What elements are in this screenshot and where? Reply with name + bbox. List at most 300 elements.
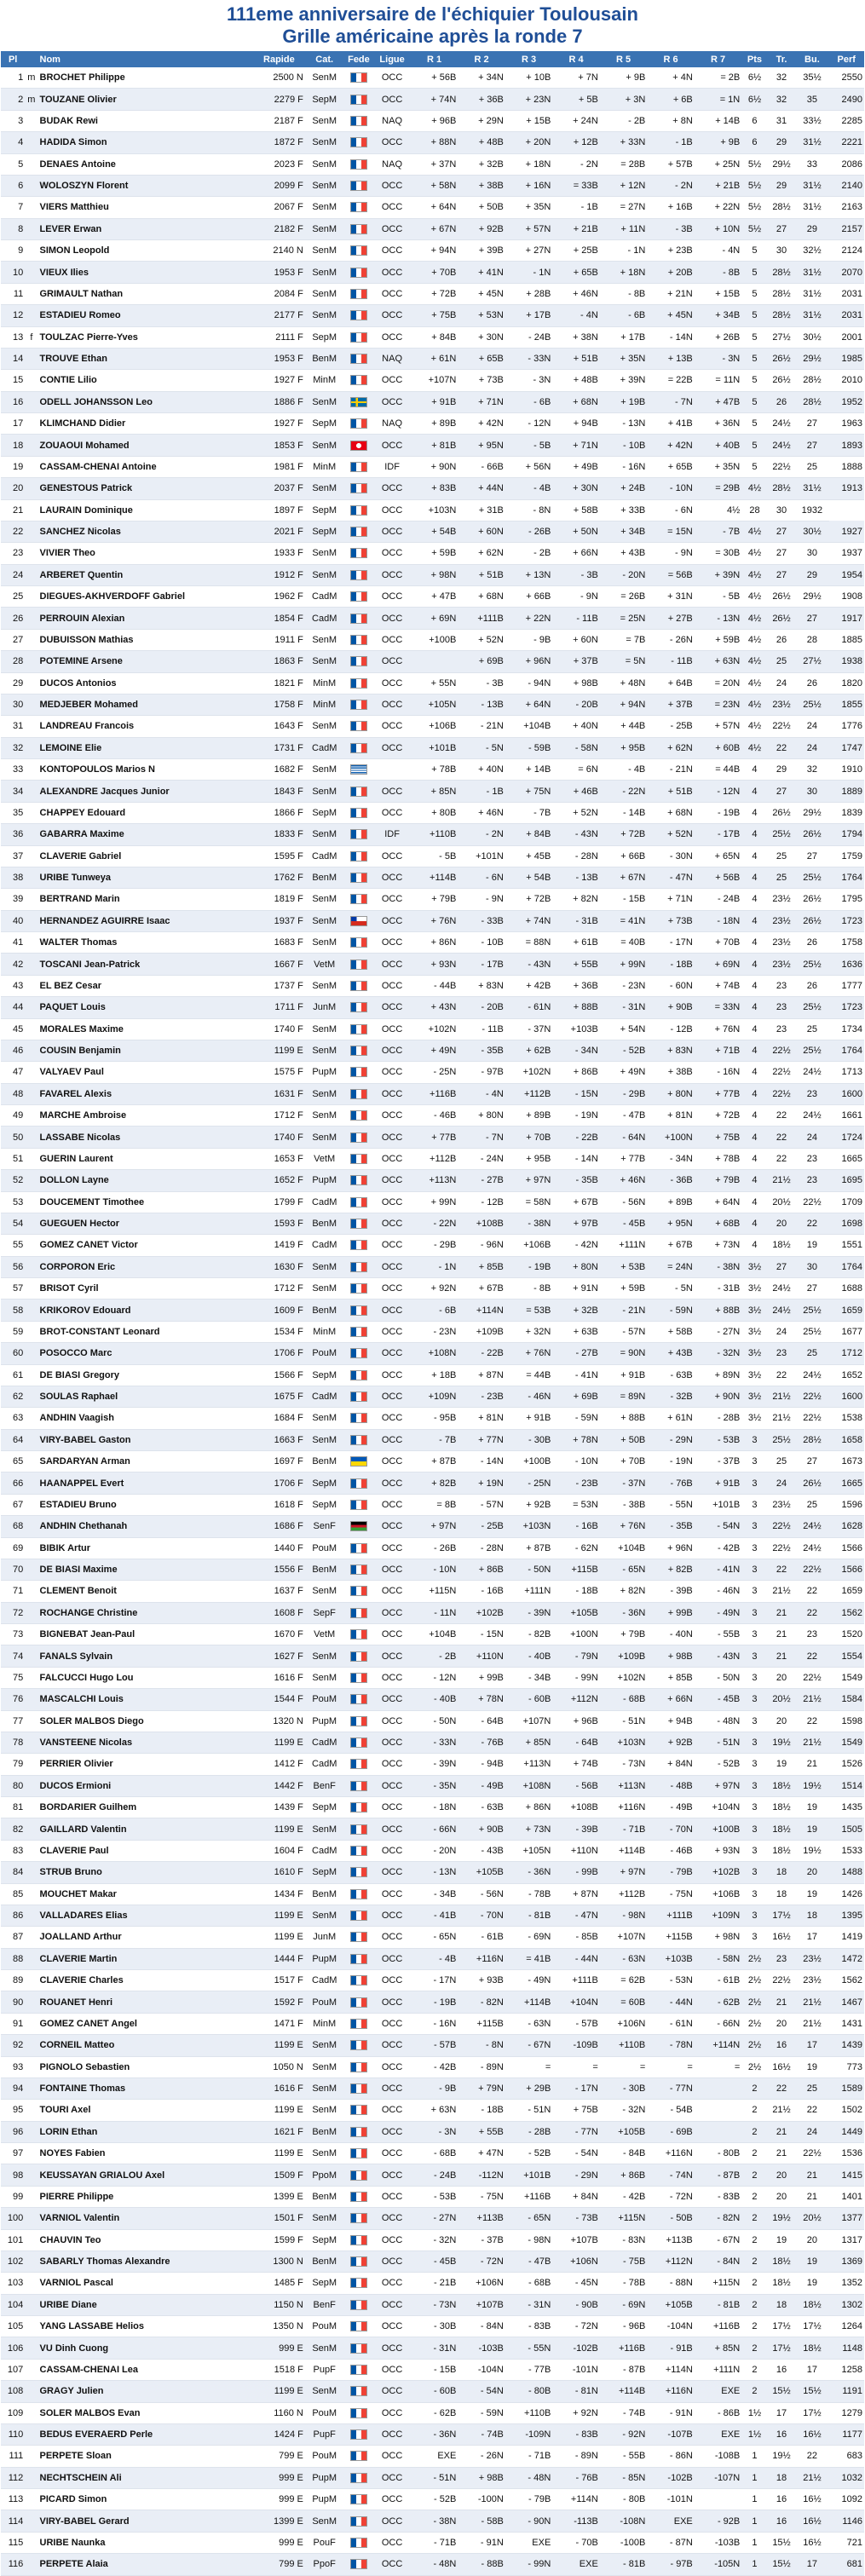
table-cell: - 13B <box>458 694 505 715</box>
table-cell: + 30N <box>552 478 599 499</box>
table-cell: BUDAK Rewi <box>38 110 253 131</box>
table-cell: - 43B <box>458 1840 505 1861</box>
flag-icon <box>350 1975 367 1985</box>
table-cell: - 70N <box>458 1905 505 1926</box>
table-cell: SenM <box>305 283 344 304</box>
table-cell: NAQ <box>373 348 411 369</box>
table-cell: + 73B <box>647 910 694 931</box>
table-cell: + 82B <box>411 1472 458 1494</box>
table-cell: + 39N <box>695 564 741 585</box>
flag-icon <box>350 1673 367 1683</box>
flag-icon <box>350 1781 367 1791</box>
table-cell: 2 <box>741 2100 767 2121</box>
table-row <box>1 435 864 456</box>
table-cell: + 31N <box>647 586 694 608</box>
table-cell: 1659 <box>829 1300 865 1321</box>
table-cell <box>25 802 37 823</box>
flag-icon <box>350 2473 367 2483</box>
federation-flag-cell <box>344 2402 374 2423</box>
table-cell: 59 <box>1 1321 25 1342</box>
table-cell: SenM <box>305 2337 344 2359</box>
table-cell: 1399 E <box>253 2510 305 2532</box>
flag-icon <box>350 548 367 558</box>
table-cell: OCC <box>373 997 411 1018</box>
table-cell: SepM <box>305 2229 344 2250</box>
table-cell: 25½ <box>795 997 828 1018</box>
table-cell: 1593 F <box>253 1213 305 1234</box>
table-cell: - 95B <box>411 1408 458 1429</box>
table-cell <box>25 391 37 412</box>
table-cell: SenM <box>305 1408 344 1429</box>
table-cell: SenM <box>305 1818 344 1840</box>
table-cell: + 74B <box>695 975 741 996</box>
table-cell: PAQUET Louis <box>38 997 253 1018</box>
table-cell: - 5B <box>411 845 458 867</box>
table-cell: - 63N <box>600 1948 647 1969</box>
flag-icon <box>350 1478 367 1489</box>
table-cell: + 41N <box>458 262 505 283</box>
table-cell: 104 <box>1 2294 25 2315</box>
table-cell: 22½ <box>795 2143 828 2164</box>
table-cell: - 13B <box>552 867 599 888</box>
table-cell: SABARLY Thomas Alexandre <box>38 2250 253 2272</box>
table-cell: 1820 <box>829 672 865 694</box>
table-cell: 4½ <box>741 586 767 608</box>
column-header: R 7 <box>695 51 741 67</box>
table-cell: - 35B <box>552 1170 599 1191</box>
table-cell: 27 <box>768 521 796 542</box>
table-cell: 2163 <box>829 197 865 218</box>
table-cell: + 47B <box>695 391 741 412</box>
table-cell: - 53B <box>695 1429 741 1450</box>
table-cell: 31 <box>1 716 25 737</box>
table-cell <box>25 608 37 629</box>
table-cell: - 14B <box>600 802 647 823</box>
table-cell: 23 <box>795 1624 828 1645</box>
table-cell: GOMEZ CANET Victor <box>38 1235 253 1256</box>
table-cell: 5½ <box>741 218 767 239</box>
table-cell: - 37B <box>458 2229 505 2250</box>
table-cell <box>25 1689 37 1710</box>
table-cell: 18 <box>768 1883 796 1905</box>
table-cell: 25 <box>795 1494 828 1515</box>
table-cell: +102B <box>695 1862 741 1883</box>
table-cell: 1636 <box>829 954 865 975</box>
table-cell: 4 <box>741 932 767 954</box>
flag-icon <box>350 181 367 191</box>
table-cell: 3 <box>741 1710 767 1732</box>
table-cell: - 6B <box>600 305 647 326</box>
table-cell: = 27N <box>600 197 647 218</box>
table-row <box>1 889 864 910</box>
table-cell: - 30B <box>411 2316 458 2337</box>
table-cell: 69 <box>1 1537 25 1559</box>
table-cell: 1764 <box>829 1256 865 1277</box>
table-cell: 1395 <box>829 1905 865 1926</box>
table-cell: + 98B <box>552 672 599 694</box>
table-row <box>1 2294 864 2315</box>
table-cell: 2111 F <box>253 326 305 348</box>
table-cell: 4½ <box>741 564 767 585</box>
table-cell: - 54N <box>695 1516 741 1537</box>
table-cell: - 35B <box>458 1040 505 1061</box>
table-cell: 62 <box>1 1386 25 1407</box>
table-cell: +110B <box>505 2402 552 2423</box>
table-cell: 109 <box>1 2402 25 2423</box>
table-cell: + 80B <box>411 802 458 823</box>
table-cell: 28½ <box>795 391 828 412</box>
table-cell: WOLOSZYN Florent <box>38 175 253 196</box>
table-cell: 1526 <box>829 1754 865 1775</box>
flag-icon <box>350 808 367 818</box>
table-cell: + 37B <box>647 694 694 715</box>
table-cell: - 61B <box>695 1970 741 1991</box>
table-cell: - 64N <box>600 1127 647 1148</box>
table-cell: + 39B <box>458 240 505 262</box>
table-cell: 66 <box>1 1472 25 1494</box>
table-cell: PouF <box>305 2532 344 2553</box>
table-cell: 22½ <box>768 1040 796 1061</box>
table-cell: +111N <box>695 2359 741 2380</box>
table-cell: 1854 F <box>253 608 305 629</box>
table-cell: - 16N <box>411 2013 458 2034</box>
table-cell: 28½ <box>768 262 796 283</box>
table-cell: 2140 <box>829 175 865 196</box>
table-cell: - 59N <box>552 1408 599 1429</box>
table-cell: + 49N <box>600 1062 647 1083</box>
federation-flag-cell <box>344 1148 374 1169</box>
table-cell: 114 <box>1 2510 25 2532</box>
table-cell: - 32B <box>647 1386 694 1407</box>
table-cell: OCC <box>373 1235 411 1256</box>
table-cell: + 12B <box>552 132 599 153</box>
table-cell: OCC <box>373 2035 411 2056</box>
table-cell: SenM <box>305 781 344 802</box>
table-cell: - 22N <box>600 781 647 802</box>
table-cell: - 45B <box>411 2250 458 2272</box>
table-cell: OCC <box>373 1948 411 1969</box>
table-cell: + 88N <box>411 132 458 153</box>
table-cell: +100B <box>695 1818 741 1840</box>
table-cell: 1910 <box>829 759 865 781</box>
table-cell: 5½ <box>741 153 767 175</box>
flag-icon <box>350 268 367 278</box>
table-cell: 16 <box>768 2035 796 2056</box>
table-cell: - 26B <box>505 521 552 542</box>
table-cell: + 87N <box>552 1883 599 1905</box>
table-cell: 19½ <box>768 1732 796 1753</box>
table-cell: 1723 <box>829 910 865 931</box>
table-cell <box>25 132 37 153</box>
table-cell <box>25 1883 37 1905</box>
table-cell: PouM <box>305 1991 344 2013</box>
table-cell <box>25 456 37 477</box>
table-cell: 1258 <box>829 2359 865 2380</box>
table-cell: 4 <box>741 867 767 888</box>
table-cell: +115N <box>600 2208 647 2229</box>
table-cell: 4 <box>741 1235 767 1256</box>
table-cell: + 57N <box>695 716 741 737</box>
table-cell: SenM <box>305 1256 344 1277</box>
table-cell: + 59B <box>411 543 458 564</box>
table-cell: ZOUAOUI Mohamed <box>38 435 253 456</box>
table-cell: ODELL JOHANSSON Leo <box>38 391 253 412</box>
table-cell: +104N <box>695 1797 741 1818</box>
table-cell: - 25N <box>411 1062 458 1083</box>
table-cell: 21½ <box>768 1581 796 1602</box>
table-cell: OCC <box>373 1213 411 1234</box>
table-cell: 1713 <box>829 1062 865 1083</box>
table-cell: 43 <box>1 975 25 996</box>
table-cell: 25 <box>1 586 25 608</box>
table-cell: + 32N <box>505 1321 552 1342</box>
table-row <box>1 1862 864 1883</box>
table-cell: SOLER MALBOS Evan <box>38 2402 253 2423</box>
table-cell: 18 <box>768 2467 796 2488</box>
table-cell: +115B <box>647 1927 694 1948</box>
table-cell <box>25 283 37 304</box>
table-cell: 1866 F <box>253 802 305 823</box>
table-cell: + 77B <box>411 1127 458 1148</box>
table-cell: - 91N <box>647 2402 694 2423</box>
table-cell: 28 <box>795 629 828 650</box>
table-cell: OCC <box>373 1927 411 1948</box>
table-cell: 799 E <box>253 2446 305 2467</box>
table-cell: CadM <box>305 1235 344 1256</box>
table-cell: +105B <box>458 1862 505 1883</box>
table-cell: 27 <box>768 781 796 802</box>
flag-icon <box>350 332 367 343</box>
table-cell: + 58B <box>552 499 599 521</box>
table-cell: - 67N <box>695 2229 741 2250</box>
table-cell: 22 <box>768 1105 796 1127</box>
table-cell <box>25 1256 37 1277</box>
table-cell: DENAES Antoine <box>38 153 253 175</box>
table-cell: SenM <box>305 910 344 931</box>
table-cell: URIBE Tunweya <box>38 867 253 888</box>
table-cell: 23 <box>1 543 25 564</box>
table-cell <box>25 305 37 326</box>
table-cell: 38 <box>1 867 25 888</box>
federation-flag-cell <box>344 1062 374 1083</box>
column-header: Fede <box>344 51 374 67</box>
table-cell: -113B <box>552 2510 599 2532</box>
table-cell: EL BEZ Cesar <box>38 975 253 996</box>
table-cell: -102B <box>552 2337 599 2359</box>
table-cell <box>25 1537 37 1559</box>
table-cell <box>25 2078 37 2099</box>
table-cell: - 4B <box>600 759 647 781</box>
table-cell: - 3N <box>411 2121 458 2142</box>
table-cell: +106N <box>552 2250 599 2272</box>
table-cell: PupM <box>305 1062 344 1083</box>
table-cell: + 14B <box>695 110 741 131</box>
table-cell: 37 <box>1 845 25 867</box>
table-cell: + 80N <box>552 1256 599 1277</box>
table-cell: - 89N <box>552 2446 599 2467</box>
table-cell: - 15B <box>600 889 647 910</box>
table-cell: OCC <box>373 2078 411 2099</box>
table-cell: OCC <box>373 1602 411 1623</box>
table-cell: = <box>505 2056 552 2078</box>
table-cell <box>25 564 37 585</box>
table-cell: 28½ <box>768 478 796 499</box>
table-cell: - 10N <box>552 1451 599 1472</box>
flag-icon <box>350 1413 367 1423</box>
table-cell: - 20B <box>552 694 599 715</box>
flag-icon <box>350 1197 367 1207</box>
flag-icon <box>350 656 367 666</box>
table-cell: 22 <box>768 1364 796 1386</box>
table-cell: 24½ <box>795 1105 828 1127</box>
table-cell: OCC <box>373 2186 411 2207</box>
table-row <box>1 1429 864 1450</box>
table-row <box>1 348 864 369</box>
table-cell: +116N <box>647 2143 694 2164</box>
table-cell: + 85N <box>505 1732 552 1753</box>
table-cell: OCC <box>373 1472 411 1494</box>
table-cell: BenM <box>305 1883 344 1905</box>
table-cell: - 9N <box>458 889 505 910</box>
table-cell: +108N <box>505 1775 552 1796</box>
table-cell: = <box>552 2056 599 2078</box>
table-cell: + 60B <box>695 737 741 758</box>
table-cell: - 1B <box>552 197 599 218</box>
federation-flag-cell <box>344 2316 374 2337</box>
table-cell: - 36B <box>647 1170 694 1191</box>
table-cell: + 81B <box>411 435 458 456</box>
flag-icon <box>350 2127 367 2137</box>
table-cell: CONTIE Lilio <box>38 370 253 391</box>
table-cell: 25½ <box>795 954 828 975</box>
table-cell: MinM <box>305 456 344 477</box>
table-cell: 23 <box>795 1170 828 1191</box>
table-cell: 1544 F <box>253 1689 305 1710</box>
table-row <box>1 1191 864 1213</box>
table-cell: +104N <box>552 1991 599 2013</box>
table-cell: - 25B <box>458 1516 505 1537</box>
table-cell: 21 <box>768 2121 796 2142</box>
table-cell: - 3N <box>505 370 552 391</box>
table-cell: - 92B <box>695 2510 741 2532</box>
column-header: R 2 <box>458 51 505 67</box>
table-cell: - 81B <box>505 1905 552 1926</box>
table-cell: 1747 <box>829 737 865 758</box>
table-cell: OCC <box>373 521 411 542</box>
table-cell: MinM <box>305 2013 344 2034</box>
table-row <box>1 975 864 996</box>
table-cell <box>695 2078 741 2099</box>
table-cell: + 91N <box>552 1278 599 1300</box>
table-cell: OCC <box>373 867 411 888</box>
federation-flag-cell <box>344 305 374 326</box>
table-cell: + 82B <box>647 1559 694 1580</box>
table-cell: LAURAIN Dominique <box>38 499 253 521</box>
table-cell: 25 <box>795 1343 828 1364</box>
table-cell <box>25 867 37 888</box>
flag-icon <box>350 1846 367 1856</box>
table-cell: + 74N <box>505 910 552 931</box>
table-cell: + 93N <box>695 1840 741 1861</box>
table-cell: GUERIN Laurent <box>38 1148 253 1169</box>
table-cell: 1595 F <box>253 845 305 867</box>
table-cell: + 59B <box>695 629 741 650</box>
table-cell: 999 E <box>253 2467 305 2488</box>
table-cell: OCC <box>373 1775 411 1796</box>
table-cell: -100N <box>458 2489 505 2510</box>
table-cell: SenM <box>305 197 344 218</box>
table-cell: - 1N <box>600 240 647 262</box>
flag-icon <box>350 1456 367 1467</box>
table-cell: PpoM <box>305 2164 344 2186</box>
table-cell: 24½ <box>768 435 796 456</box>
table-cell: DUCOS Antonios <box>38 672 253 694</box>
federation-flag-cell <box>344 1818 374 1840</box>
table-cell: 2021 F <box>253 521 305 542</box>
table-cell: 683 <box>829 2446 865 2467</box>
table-cell: 90 <box>1 1991 25 2013</box>
table-cell: 2070 <box>829 262 865 283</box>
table-cell: OCC <box>373 716 411 737</box>
table-cell: 12 <box>1 305 25 326</box>
table-cell: 21 <box>768 2143 796 2164</box>
federation-flag-cell <box>344 1689 374 1710</box>
federation-flag-cell <box>344 175 374 196</box>
federation-flag-cell <box>344 521 374 542</box>
table-cell: + 5B <box>552 89 599 110</box>
table-cell: + 51B <box>647 781 694 802</box>
table-cell: - 5B <box>695 586 741 608</box>
table-cell: + 71B <box>695 1040 741 1061</box>
table-cell: + 72B <box>505 889 552 910</box>
table-cell: - 19N <box>647 1451 694 1472</box>
table-cell: +109B <box>458 1321 505 1342</box>
table-cell: 24 <box>795 2121 828 2142</box>
table-cell: 16 <box>768 2423 796 2445</box>
flag-icon <box>350 1046 367 1056</box>
table-cell: OCC <box>373 781 411 802</box>
table-cell: 29 <box>768 759 796 781</box>
table-cell: 4½ <box>741 737 767 758</box>
table-cell: - 76B <box>647 1472 694 1494</box>
table-cell: - 26N <box>458 2446 505 2467</box>
table-cell: - 48N <box>411 2554 458 2575</box>
table-cell: 24 <box>1 564 25 585</box>
table-cell: 1686 F <box>253 1516 305 1537</box>
table-cell: + 76N <box>411 910 458 931</box>
table-cell: 78 <box>1 1732 25 1753</box>
table-row <box>1 845 864 867</box>
federation-flag-cell <box>344 240 374 262</box>
table-row <box>1 1343 864 1364</box>
table-cell: + 77B <box>600 1148 647 1169</box>
table-cell: - 61N <box>505 997 552 1018</box>
table-cell: +107N <box>505 1710 552 1732</box>
federation-flag-cell <box>344 1408 374 1429</box>
table-cell: OCC <box>373 1018 411 1040</box>
table-cell: 1952 <box>829 391 865 412</box>
flag-icon <box>350 159 367 170</box>
table-cell: 27 <box>768 564 796 585</box>
table-row <box>1 413 864 435</box>
table-cell: -109B <box>552 2035 599 2056</box>
table-cell: 1191 <box>829 2381 865 2402</box>
table-cell: OCC <box>373 1040 411 1061</box>
table-cell: + 20N <box>505 132 552 153</box>
flag-icon <box>350 1824 367 1835</box>
table-cell: 68 <box>1 1516 25 1537</box>
table-cell: OCC <box>373 1991 411 2013</box>
